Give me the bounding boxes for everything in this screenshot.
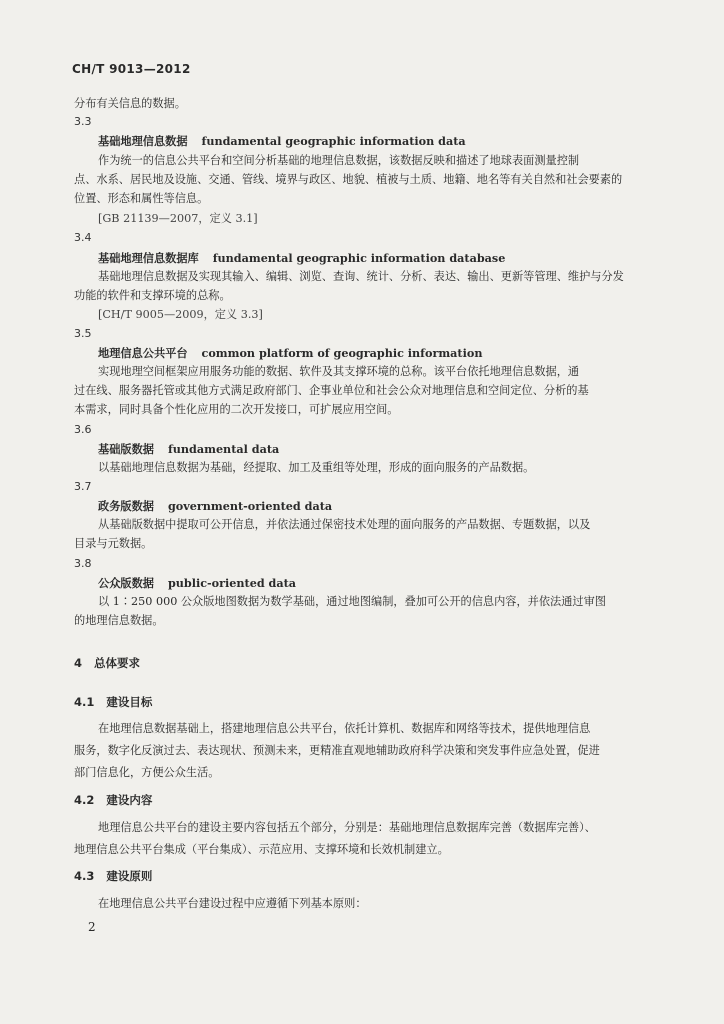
subsection-title: 建设内容 <box>106 793 153 807</box>
subsection-number: 4.3 <box>74 869 95 883</box>
term-en: government-oriented data <box>167 499 333 513</box>
term-heading <box>98 498 660 514</box>
term-en: common platform of geographic information <box>201 346 483 360</box>
body-text-line: 在地理信息公共平台建设过程中应遵循下列基本原则： <box>98 897 367 910</box>
term-heading <box>98 441 660 457</box>
term-zh: 政务版数据 <box>98 499 154 513</box>
term-number: 3.8 <box>74 557 92 570</box>
term-definition-line: 功能的软件和支撑环境的总称。 <box>74 289 231 302</box>
term-zh: 地理信息公共平台 <box>98 346 188 360</box>
term-en: fundamental data <box>167 442 280 456</box>
subsection-heading <box>74 694 660 710</box>
term-definition-line: 从基础版数据中提取可公开信息，并依法通过保密技术处理的面向服务的产品数据、专题数据，以及 <box>98 518 591 531</box>
subsection-heading <box>74 792 660 808</box>
term-number: 3.4 <box>74 231 92 244</box>
term-zh: 基础版数据 <box>98 442 154 456</box>
term-heading <box>98 345 660 361</box>
term-zh: 公众版数据 <box>98 576 154 590</box>
term-definition-line: 基础地理信息数据及实现其输入、编辑、浏览、查询、统计、分析、表达、输出、更新等管理、维护与分发 <box>98 270 624 283</box>
term-definition-line: 目录与元数据。 <box>74 537 153 550</box>
section-number: 4 <box>74 656 83 670</box>
term-definition-line: 点、水系、居民地及设施、交通、管线、境界与政区、地貌、植被与土质、地籍、地名等有关自然和社会要素的 <box>74 173 623 186</box>
subsection-title: 建设原则 <box>106 869 153 883</box>
term-zh: 基础地理信息数据 <box>98 134 188 148</box>
subsection-title: 建设目标 <box>106 695 153 709</box>
term-definition-line: 位置、形态和属性等信息。 <box>74 192 209 205</box>
term-number: 3.3 <box>74 115 92 128</box>
term-number: 3.7 <box>74 480 92 493</box>
body-text-line: 部门信息化，方便公众生活。 <box>74 766 220 779</box>
body-text-line: 服务，数字化反演过去、表达现状、预测未来，更精准直观地辅助政府科学决策和突发事件应急处置，促进 <box>74 744 600 757</box>
term-en: public-oriented data <box>167 576 297 590</box>
term-heading <box>98 575 660 591</box>
intro-tail-text: 分布有关信息的数据。 <box>74 97 186 110</box>
term-reference: [GB 21139—2007，定义 3.1] <box>98 212 258 225</box>
term-definition-line: 以基础地理信息数据为基础，经提取、加工及重组等处理，形成的面向服务的产品数据。 <box>98 461 535 474</box>
subsection-number: 4.2 <box>74 793 95 807</box>
term-number: 3.6 <box>74 423 92 436</box>
term-definition-line: 作为统一的信息公共平台和空间分析基础的地理信息数据，该数据反映和描述了地球表面测量控制 <box>98 154 580 167</box>
term-reference: [CH/T 9005—2009，定义 3.3] <box>98 308 263 321</box>
term-definition-line: 的地理信息数据。 <box>74 614 164 627</box>
term-zh: 基础地理信息数据库 <box>98 251 199 265</box>
term-definition-line: 本需求，同时具备个性化应用的二次开发接口，可扩展应用空间。 <box>74 403 399 416</box>
body-text-line: 在地理信息数据基础上，搭建地理信息公共平台，依托计算机、数据库和网络等技术，提供地理信息 <box>98 722 591 735</box>
section-heading <box>74 655 660 671</box>
term-en: fundamental geographic information data <box>201 134 466 148</box>
body-text-line: 地理信息公共平台的建设主要内容包括五个部分，分别是：基础地理信息数据库完善（数据库完善）、 <box>98 821 596 834</box>
body-text-line: 地理信息公共平台集成（平台集成）、示范应用、支撑环境和长效机制建立。 <box>74 843 449 856</box>
standard-number-header: CH/T 9013—2012 <box>72 62 191 76</box>
term-definition-line: 过在线、服务器托管或其他方式满足政府部门、企事业单位和社会公众对地理信息和空间定位、分析的基 <box>74 384 589 397</box>
subsection-heading <box>74 868 660 884</box>
page-number: 2 <box>88 920 96 934</box>
term-number: 3.5 <box>74 327 92 340</box>
subsection-number: 4.1 <box>74 695 95 709</box>
term-heading <box>98 133 660 149</box>
term-definition-line: 实现地理空间框架应用服务功能的数据、软件及其支撑环境的总称。该平台依托地理信息数据，通 <box>98 365 580 378</box>
term-definition-line: 以 1∶250 000 公众版地图数据为数学基础，通过地图编制，叠加可公开的信息内容，并依法通过审图 <box>98 595 606 608</box>
term-heading <box>98 250 660 266</box>
section-title: 总体要求 <box>94 656 141 670</box>
term-en: fundamental geographic information database <box>212 251 506 265</box>
